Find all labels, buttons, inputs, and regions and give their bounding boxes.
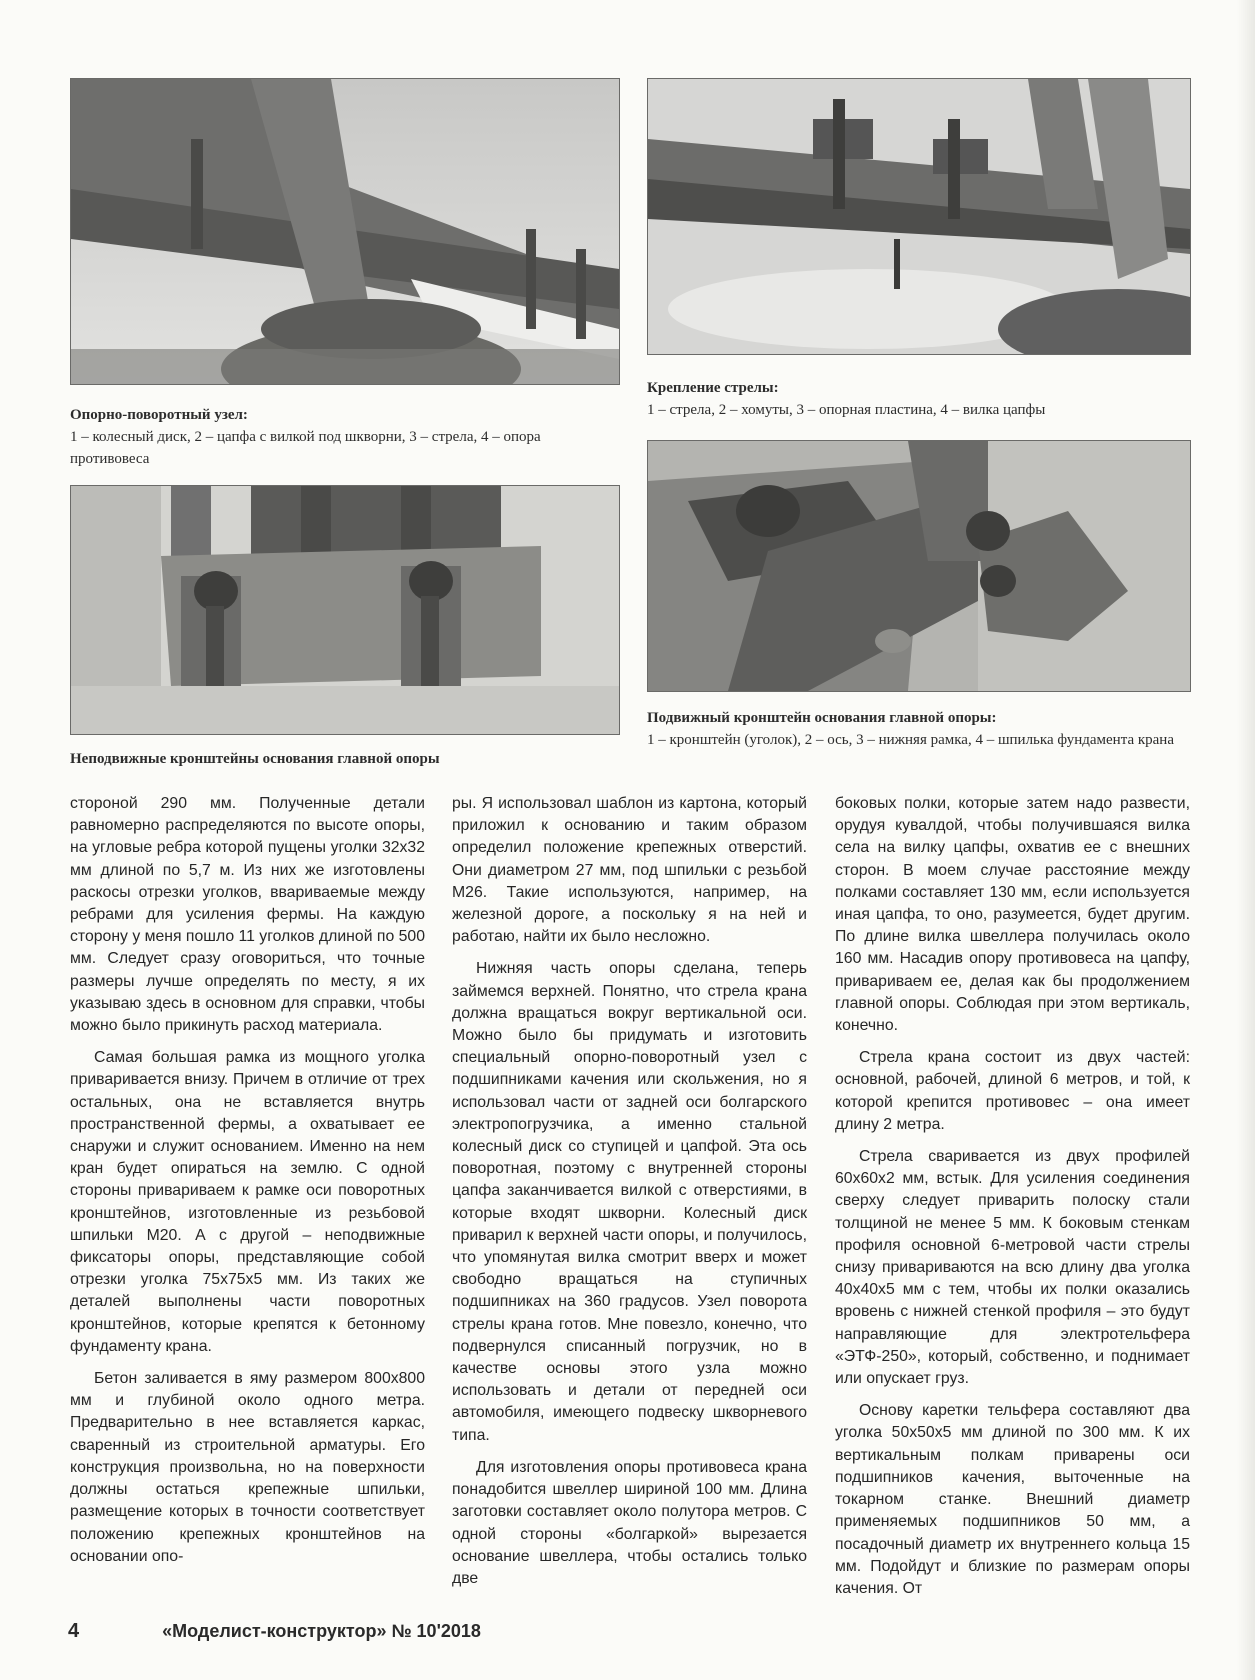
caption-title: Неподвижные кронштейны основания главной опоры <box>70 751 440 767</box>
paragraph: боковых полки, которые затем надо развести, орудуя кувалдой, чтобы получившаяся вилка села на вилку цапфы, охватив ее с внешних сторон. В моем случае расстояние между полками составляет 130 мм, если используется иная цапфа, то оно, разумеется, будет другим. По длине вилка швеллера получилась около 160 мм. Насадив опору противовеса на цапфу, привариваем ее, делая как бы продолжением главной опоры. Соблюдая при этом вертикаль, конечно. <box>835 795 1190 1035</box>
photo-fixed-brackets <box>70 485 620 735</box>
caption-movable-bracket <box>647 707 1192 751</box>
paragraph: Для изготовления опоры противовеса крана понадобится швеллер шириной 100 мм. Длина заготовки составляет около полутора метров. С одной стороны «болгаркой» вырезается основание швеллера, чтобы остались только две <box>452 1458 807 1587</box>
caption-text: 1 – кронштейн (уголок), 2 – ось, 3 – нижняя рамка, 4 – шпилька фундамента крана <box>647 732 1174 748</box>
text-column-1 <box>70 793 425 1568</box>
page-footer <box>68 1620 481 1643</box>
text-column-3 <box>835 793 1190 1600</box>
page-edge-shadow <box>1237 0 1255 1680</box>
photo-movable-bracket <box>647 440 1191 692</box>
photo-boom-mount <box>647 78 1191 355</box>
caption-text: 1 – колесный диск, 2 – цапфа с вилкой под шкворни, 3 – стрела, 4 – опора противовеса <box>70 429 541 467</box>
caption-fixed-brackets <box>70 748 618 770</box>
paragraph: Нижняя часть опоры сделана, теперь займемся верхней. Понятно, что стрела крана должна вращаться вокруг вертикальной оси. Можно было бы придумать и изготовить специальный опорно-поворотный узел с подшипниками качения или скольжения, но я использовал части от задней оси болгарского электропогрузчика, а именно стальной колесный диск со ступицей и цапфой. Эта ось поворотная, поэтому с внутренней стороны цапфа заканчивается вилкой с отверстиями, в которые входят шкворни. Колесный диск приварил к верхней части опоры, и получилось, что упомянутая вилка смотрит вверх и может свободно вращаться на ступичных подшипниках на 360 градусов. Узел поворота стрелы крана готов. Мне повезло, конечно, что подвернулся списанный погрузчик, но в качестве основы этого узла можно использовать и детали от передней оси автомобиля, имеющего подвеску шкворневого типа. <box>452 960 807 1444</box>
magazine-title: «Моделист-конструктор» № 10'2018 <box>162 1621 481 1641</box>
paragraph: Стрела сваривается из двух профилей 60х60х2 мм, встык. Для усиления соединения сверху следует приварить полоску стали толщиной не менее 5 мм. К боковым стенкам профиля основной 6-метровой части стрелы снизу привариваются на всю длину два уголка 40х40х5 мм с тем, чтобы их полки оказались вровень с нижней стенкой профиля – это будут направляющие для электротельфера «ЭТФ-250», который, собственно, и поднимает или опускает груз. <box>835 1148 1190 1388</box>
text-column-2 <box>452 793 807 1590</box>
caption-text: 1 – стрела, 2 – хомуты, 3 – опорная пластина, 4 – вилка цапфы <box>647 402 1046 418</box>
caption-title: Подвижный кронштейн основания главной опоры: <box>647 710 997 726</box>
paragraph: Стрела крана состоит из двух частей: основной, рабочей, длиной 6 метров, и той, к которой крепится противовес – она имеет длину 2 метра. <box>835 1049 1190 1133</box>
paragraph: Бетон заливается в яму размером 800х800 мм и глубиной около одного метра. Предварительно в нее вставляется каркас, сваренный из строительной арматуры. Его конструкция произвольна, но на поверхности должны остаться крепежные шпильки, размещение которых в точности соответствует положению крепежных кронштейнов на основании опо- <box>70 1370 425 1565</box>
caption-title: Опорно-поворотный узел: <box>70 407 248 423</box>
caption-title: Крепление стрелы: <box>647 380 779 396</box>
caption-boom-mount <box>647 377 1192 421</box>
paragraph: ры. Я использовал шаблон из картона, который приложил к основанию и таким образом определил положение крепежных отверстий. Они диаметром 27 мм, под шпильки с резьбой М26. Такие используются, например, на железной дороге, а поскольку я на ней и работаю, найти их было несложно. <box>452 795 807 946</box>
caption-pivot-unit <box>70 404 618 470</box>
paragraph: Самая большая рамка из мощного уголка приваривается внизу. Причем в отличие от трех остальных, она не вставляется внутрь пространственной фермы, а охватывает ее снаружи и служит основанием. Именно на нем кран будет опираться на землю. С одной стороны привариваем к рамке оси поворотных кронштейнов, изготовленные из резьбовой шпильки М20. А с другой – неподвижные фиксаторы опоры, представляющие собой отрезки уголка 75х75х5 мм. Из таких же деталей выполнены части поворотных кронштейнов, которые крепятся к бетонному фундаменту крана. <box>70 1049 425 1355</box>
paragraph: стороной 290 мм. Полученные детали равномерно распределяются по высоте опоры, на угловые ребра которой пущены уголки 32х32 мм длиной по 5,7 м. Из них же изготовлены раскосы отрезки уголков, ввариваемые между ребрами для усиления фермы. На каждую сторону у меня пошло 11 уголков длиной по 500 мм. Следует сразу оговориться, что точные размеры лучше определять по месту, я их указываю здесь в основном для справки, чтобы можно было прикинуть расход материала. <box>70 795 425 1035</box>
paragraph: Основу каретки тельфера составляют два уголка 50х50х5 мм длиной по 300 мм. К их вертикальным полкам приварены оси подшипников качения, выточенные на токарном станке. Внешний диаметр применяемых подшипников 50 мм, а посадочный диаметр их внутреннего кольца 15 мм. Подойдут и близкие по размерам опоры качения. От <box>835 1402 1190 1597</box>
photo-pivot-unit <box>70 78 620 385</box>
page-number: 4 <box>68 1620 80 1642</box>
